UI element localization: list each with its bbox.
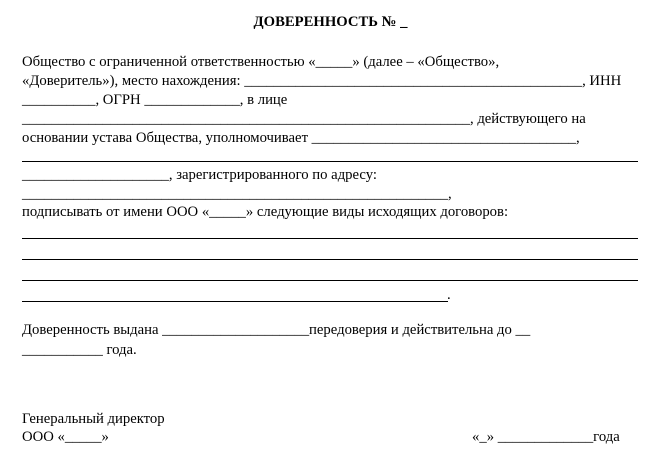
blank-rule-3	[22, 259, 638, 260]
blank-line-period: .	[447, 287, 451, 303]
signatory-company: ООО «_____»	[22, 429, 109, 445]
body-line-5: основании устава Общества, уполномочивает ____________________________________,	[22, 130, 580, 146]
blank-rule-2	[22, 238, 638, 239]
signatory-position: Генеральный директор	[22, 411, 165, 427]
validity-line-2: ___________ года.	[22, 342, 137, 358]
body-line-7: __________________________________________________________,	[22, 186, 452, 202]
body-line-2: «Доверитель»), место нахождения: ______________________________________________, ИНН	[22, 73, 622, 89]
body-line-8: подписывать от имени ООО «_____» следующие виды исходящих договоров:	[22, 204, 509, 220]
blank-rule-1	[22, 161, 638, 162]
blank-rule-4	[22, 280, 638, 281]
blank-rule-5	[22, 301, 448, 302]
body-line-3: __________, ОГРН _____________, в лице	[22, 92, 288, 108]
body-line-1: Общество с ограниченной ответственностью «_____» (далее – «Общество»,	[22, 54, 500, 70]
body-line-4: _____________________________________________________________, действующего на	[22, 111, 586, 127]
body-line-6: ____________________, зарегистрированного по адресу:	[22, 167, 377, 183]
validity-line-1: Доверенность выдана ____________________передоверия и действительна до __	[22, 322, 531, 338]
document-title: ДОВЕРЕННОСТЬ № _	[253, 14, 408, 30]
signature-date: «_» _____________года	[472, 429, 620, 445]
